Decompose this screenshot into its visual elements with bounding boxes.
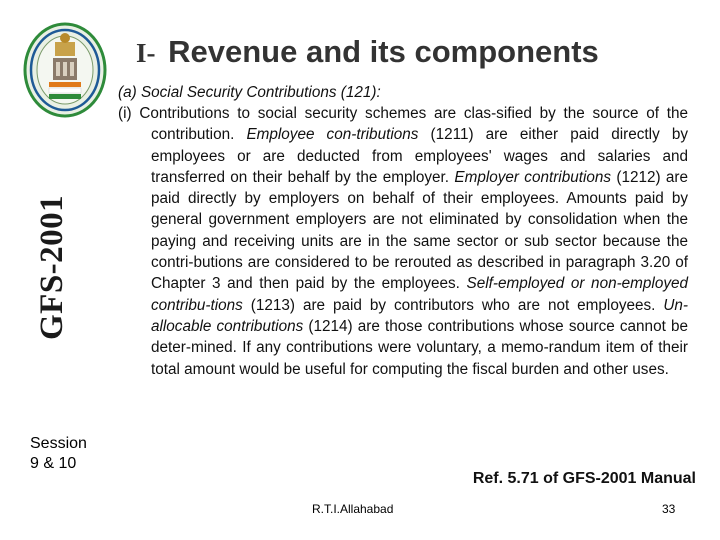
para-emphasis-employee: Employee con-tributions: [246, 126, 419, 144]
para-text-5: (1214) are those contributions whose source cannot be deter-mined. If any contributions were voluntary, a memo-randum item of their total amount would be useful for computing the fiscal burden and other uses.: [151, 317, 688, 378]
session-label: [30, 434, 120, 474]
heading-text: Revenue and its components: [168, 34, 599, 69]
para-emphasis-employer: Employer contributions: [454, 168, 612, 186]
session-line-1: Session: [30, 435, 87, 452]
para-emphasis-unallocable: Un-allocable contributions: [151, 296, 688, 335]
para-emphasis-self-employed: Self-employed or non-employed contribu-tions: [151, 275, 688, 314]
para-text-1: (i) Contributions to social security schemes are clas-sified by the source of the contribution.: [118, 105, 688, 144]
government-emblem-icon: [22, 20, 108, 120]
footer-organization: R.T.I.Allahabad: [312, 502, 394, 516]
section-label: (a) Social Security Contributions (121):: [118, 84, 381, 101]
body-paragraph: [118, 103, 688, 380]
body-content: [118, 82, 688, 380]
page-title: [136, 34, 599, 70]
session-line-2: 9 & 10: [30, 455, 77, 472]
para-text-2: (1211) are either paid directly by employees or are deducted from employees' wages and salaries and transferred on their behalf by the employer.: [151, 126, 688, 186]
para-text-3: (1212) are paid directly by employers on behalf of their employees. Amounts paid by general government employers are not eliminated by consolidation when the paying and receiving units are in the same sector or sub sector because the contri-butions are considered to be rerouted as described in paragraph 3.20 of Chapter 3 and then paid by the employees.: [151, 168, 688, 293]
heading-roman-numeral: I-: [136, 38, 156, 68]
side-title: GFS-2001: [34, 194, 70, 340]
reference-note: Ref. 5.71 of GFS-2001 Manual: [472, 470, 696, 487]
page-number: 33: [662, 502, 676, 516]
para-text-4: (1213) are paid by contributors who are not employees.: [242, 296, 664, 314]
